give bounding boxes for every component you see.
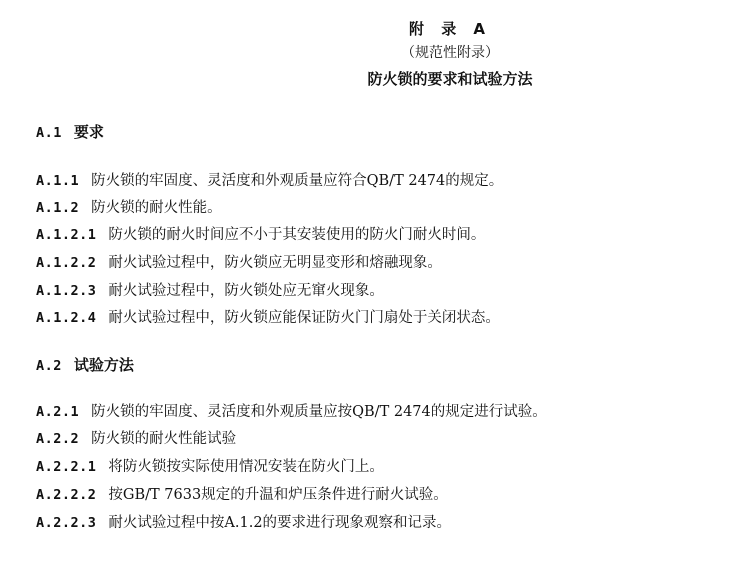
clause-number: A.2.2.2 <box>36 487 97 503</box>
appendix-title: 附 录 A <box>408 20 492 38</box>
section-heading-a2 <box>36 355 134 375</box>
section-number: A.2 <box>36 358 62 374</box>
appendix-subtitle: （规范性附录） <box>401 45 499 61</box>
clause-a-1-2-1 <box>36 225 485 245</box>
clause-number: A.2.2.1 <box>36 459 97 475</box>
clause-text: 将防火锁按实际使用情况安装在防火门上。 <box>108 459 384 475</box>
clause-number: A.1.2 <box>36 200 80 216</box>
clause-text: 耐火试验过程中，防火锁处应无窜火现象。 <box>108 283 384 299</box>
clause-text: 防火锁的耐火性能试验 <box>91 431 237 447</box>
clause-a-2-2-3 <box>36 513 451 533</box>
clause-a-2-2-1 <box>36 457 384 477</box>
section-heading-a1 <box>36 122 104 142</box>
clause-number: A.2.2.3 <box>36 515 97 531</box>
clause-number: A.1.2.4 <box>36 310 97 326</box>
clause-number: A.1.2.2 <box>36 255 97 271</box>
clause-text: 按GB/T 7633规定的升温和炉压条件进行耐火试验。 <box>108 487 448 503</box>
clause-text: 耐火试验过程中，防火锁应能保证防火门门扇处于关闭状态。 <box>108 310 500 326</box>
clause-text: 防火锁的牢固度、灵活度和外观质量应按QB/T 2474的规定进行试验。 <box>91 404 547 420</box>
clause-number: A.2.1 <box>36 404 80 420</box>
clause-text: 耐火试验过程中，防火锁应无明显变形和熔融现象。 <box>108 255 442 271</box>
clause-a-1-1 <box>36 171 503 191</box>
clause-number: A.2.2 <box>36 431 80 447</box>
clause-number: A.1.2.1 <box>36 227 97 243</box>
clause-text: 防火锁的牢固度、灵活度和外观质量应符合QB/T 2474的规定。 <box>91 173 504 189</box>
clause-text: 防火锁的耐火性能。 <box>91 200 222 216</box>
section-title: 试验方法 <box>73 356 134 374</box>
section-number: A.1 <box>36 125 62 141</box>
clause-a-2-1 <box>36 402 547 422</box>
clause-a-1-2-4 <box>36 308 500 328</box>
clause-a-1-2-3 <box>36 281 384 301</box>
clause-number: A.1.1 <box>36 173 80 189</box>
section-title: 要求 <box>73 123 104 141</box>
clause-a-1-2 <box>36 198 222 218</box>
clause-a-1-2-2 <box>36 253 442 273</box>
clause-text: 耐火试验过程中按A.1.2的要求进行现象观察和记录。 <box>108 515 452 531</box>
clause-a-2-2 <box>36 429 236 449</box>
appendix-name: 防火锁的要求和试验方法 <box>367 70 533 88</box>
clause-text: 防火锁的耐火时间应不小于其安装使用的防火门耐火时间。 <box>108 227 486 243</box>
clause-a-2-2-2 <box>36 485 448 505</box>
clause-number: A.1.2.3 <box>36 283 97 299</box>
